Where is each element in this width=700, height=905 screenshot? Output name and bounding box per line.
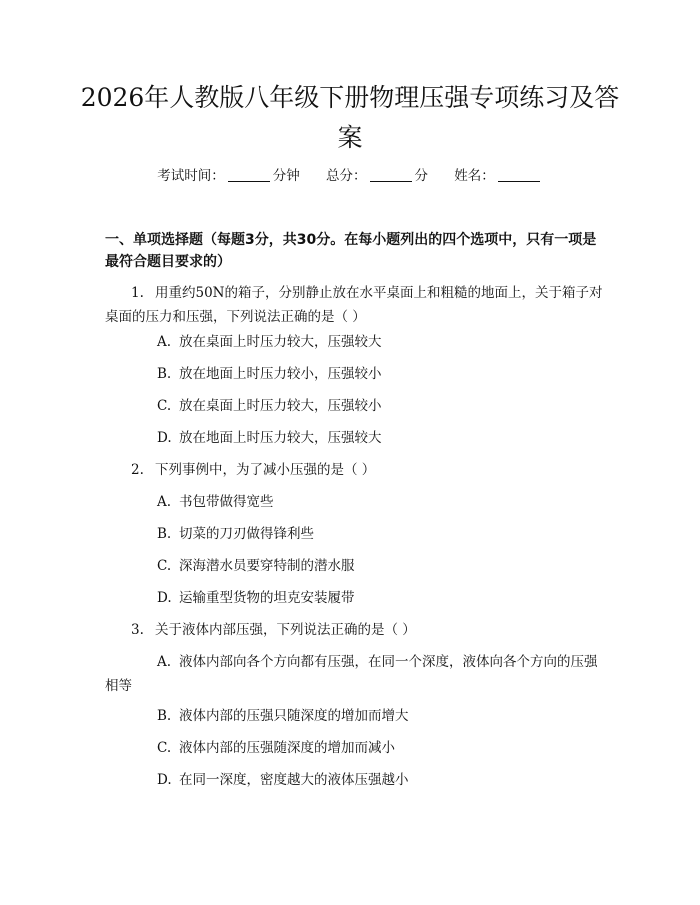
time-blank (228, 167, 270, 182)
question-1 (105, 281, 605, 329)
question-3 (105, 618, 605, 642)
section-heading: 一、单项选择题（每题3分，共30分。在每小题列出的四个选项中，只有一项是最符合题目要求的） (105, 232, 597, 270)
document-title: 2026年人教版八年级下册物理压强专项练习及答案 (80, 83, 620, 152)
question-text: 关于液体内部压强，下列说法正确的是（ ） (155, 622, 416, 638)
exam-info-line (0, 166, 700, 186)
question-1-option-c: C. 放在桌面上时压力较大，压强较小 (157, 398, 382, 414)
question-3-option-d: D. 在同一深度，密度越大的液体压强越小 (157, 772, 409, 788)
question-1-option-b: B. 放在地面上时压力较小，压强较小 (157, 366, 382, 382)
question-2-option-c: C. 深海潜水员要穿特制的潜水服 (157, 558, 355, 574)
question-2 (105, 458, 605, 482)
question-text: 下列事例中，为了减小压强的是（ ） (155, 462, 376, 478)
score-unit: 分 (414, 168, 428, 184)
question-1-option-a: A. 放在桌面上时压力较大，压强较大 (157, 334, 382, 350)
time-unit: 分钟 (272, 168, 300, 184)
question-3-option-a: A. 液体内部向各个方向都有压强，在同一个深度，液体向各个方向的压强相等 (105, 654, 598, 694)
time-label: 考试时间： (157, 168, 225, 184)
name-label: 姓名： (454, 168, 495, 184)
question-3-option-c: C. 液体内部的压强随深度的增加而减小 (157, 740, 395, 756)
question-number: 2. (131, 462, 144, 478)
question-3-option-b: B. 液体内部的压强只随深度的增加而增大 (157, 708, 409, 724)
question-number: 3. (131, 622, 144, 638)
question-2-option-b: B. 切菜的刀刃做得锋利些 (157, 526, 314, 542)
question-text: 用重约50N的箱子，分别静止放在水平桌面上和粗糙的地面上，关于箱子对桌面的压力和压强，下列说法正确的是（ ） (105, 285, 603, 325)
score-blank (370, 167, 412, 182)
question-2-option-d: D. 运输重型货物的坦克安装履带 (157, 590, 355, 606)
question-2-option-a: A. 书包带做得宽些 (157, 494, 274, 510)
question-1-option-d: D. 放在地面上时压力较大，压强较大 (157, 430, 382, 446)
score-label: 总分： (326, 168, 367, 184)
name-blank (498, 167, 540, 182)
question-number: 1. (131, 285, 144, 301)
